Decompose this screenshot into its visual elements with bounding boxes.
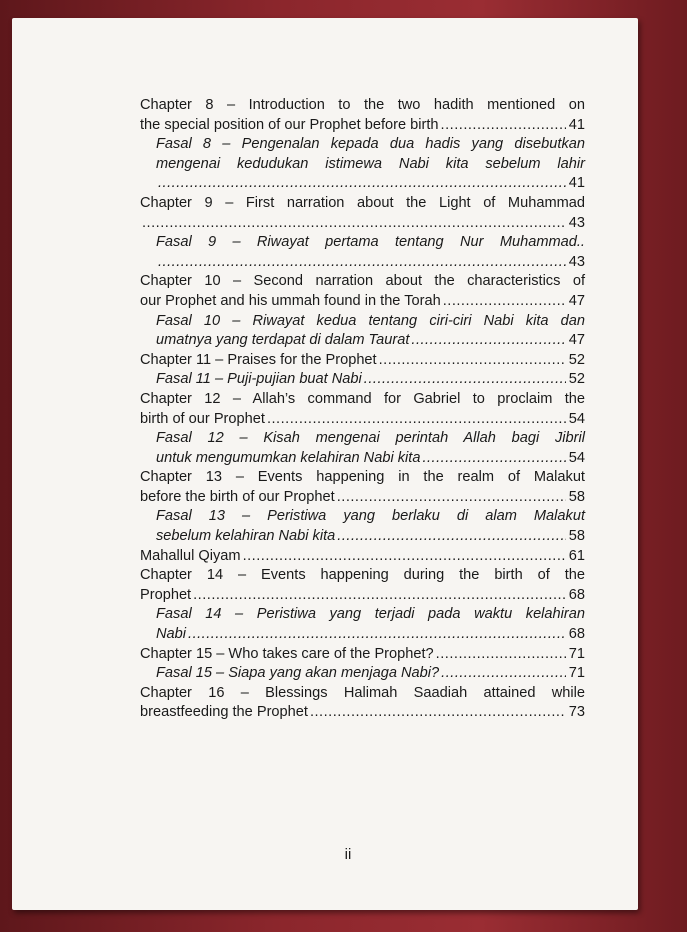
toc-page-number: 54 (568, 449, 585, 466)
dot-leader (379, 351, 566, 371)
toc-entry[interactable] (140, 507, 585, 546)
dot-leader (436, 645, 566, 665)
toc-entry-title: our Prophet and his ummah found in the Torah (140, 292, 441, 309)
toc-entry-title: the special position of our Prophet before birth (140, 116, 439, 133)
toc-entry[interactable] (140, 468, 585, 507)
toc-entry[interactable] (140, 233, 585, 272)
toc-entry-line: Chapter 9 – First narration about the Light of Muhammad (140, 194, 585, 211)
toc-entry-line: Chapter 16 – Blessings Halimah Saadiah attained while (140, 684, 585, 701)
dot-leader (158, 253, 566, 273)
dot-leader (158, 174, 566, 194)
toc-entry-line: Fasal 14 – Peristiwa yang terjadi pada waktu kelahiran (156, 606, 585, 623)
toc-page-number: 41 (568, 116, 585, 133)
toc-entry[interactable] (140, 96, 585, 135)
toc-entry-title: Prophet (140, 586, 192, 603)
toc-entry[interactable] (140, 370, 585, 390)
toc-page-number: 43 (568, 253, 585, 270)
toc-page-number: 71 (568, 665, 585, 682)
toc-entry[interactable] (140, 605, 585, 644)
toc-entry-title: Nabi (156, 626, 187, 643)
dot-leader (337, 527, 565, 547)
toc-entry[interactable] (140, 566, 585, 605)
toc-page-number: 43 (568, 214, 585, 231)
toc-entry-title: Fasal 15 – Siapa yang akan menjaga Nabi? (156, 665, 440, 682)
toc-entry[interactable] (140, 194, 585, 233)
table-of-contents (140, 96, 585, 723)
toc-entry[interactable] (140, 135, 585, 194)
toc-entry-title: before the birth of our Prophet (140, 488, 335, 505)
toc-entry[interactable] (140, 664, 585, 684)
toc-entry-line: Chapter 12 – Allah’s command for Gabriel to proclaim the (140, 390, 585, 407)
toc-page-number: 52 (568, 371, 585, 388)
toc-entry-line: Fasal 9 – Riwayat pertama tentang Nur Muhammad.. (156, 234, 585, 251)
toc-entry-title: birth of our Prophet (140, 410, 265, 427)
toc-entry-title: umatnya yang terdapat di dalam Taurat (156, 332, 410, 349)
toc-page-number: 47 (568, 332, 585, 349)
dot-leader (267, 410, 566, 430)
dot-leader (193, 586, 566, 606)
toc-entry-line: Chapter 8 – Introduction to the two hadith mentioned on (140, 97, 585, 113)
toc-entry-title: sebelum kelahiran Nabi kita (156, 528, 336, 545)
toc-entry-line: Fasal 8 – Pengenalan kepada dua hadis yang disebutkan (156, 136, 585, 153)
toc-page-number: 54 (568, 410, 585, 427)
toc-entry-title: Chapter 11 – Praises for the Prophet (140, 351, 377, 368)
toc-entry-title: Chapter 15 – Who takes care of the Prophet? (140, 645, 434, 662)
toc-entry[interactable] (140, 429, 585, 468)
dot-leader (411, 331, 565, 351)
toc-page-number: 58 (568, 528, 585, 545)
toc-page-number: 73 (568, 704, 585, 721)
toc-entry-line: Fasal 13 – Peristiwa yang berlaku di alam Malakut (156, 508, 585, 525)
page-number: ii (344, 846, 352, 863)
toc-entry-line: Chapter 10 – Second narration about the characteristics of (140, 273, 585, 290)
toc-page-number: 52 (568, 351, 585, 368)
toc-page-number: 58 (568, 488, 585, 505)
toc-entry[interactable] (140, 272, 585, 311)
toc-entry-line: Chapter 13 – Events happening in the realm of Malakut (140, 469, 585, 486)
toc-entry[interactable] (140, 684, 585, 723)
dot-leader (443, 292, 566, 312)
dot-leader (364, 370, 566, 390)
toc-page-number: 41 (568, 175, 585, 192)
dot-leader (422, 449, 565, 469)
toc-entry[interactable] (140, 547, 585, 567)
toc-entry-title: Mahallul Qiyam (140, 547, 241, 564)
dot-leader (243, 547, 566, 567)
toc-page-number: 68 (568, 586, 585, 603)
dot-leader (188, 625, 566, 645)
toc-page-number: 68 (568, 626, 585, 643)
toc-entry[interactable] (140, 312, 585, 351)
toc-entry-line: Fasal 10 – Riwayat kedua tentang ciri-ciri Nabi kita dan (156, 312, 585, 329)
dot-leader (142, 214, 566, 234)
dot-leader (441, 664, 566, 684)
toc-entry-line: mengenai kedudukan istimewa Nabi kita sebelum lahir (156, 155, 585, 172)
toc-entry-title: Fasal 11 – Puji-pujian buat Nabi (156, 371, 362, 388)
toc-entry-line: Chapter 14 – Events happening during the birth of the (140, 567, 585, 584)
toc-page-number: 47 (568, 292, 585, 309)
toc-entry-title: breastfeeding the Prophet (140, 704, 308, 721)
toc-entry[interactable] (140, 390, 585, 429)
toc-entry[interactable] (140, 645, 585, 665)
dot-leader (310, 703, 566, 723)
toc-page-number: 61 (568, 547, 585, 564)
dot-leader (337, 488, 566, 508)
dot-leader (441, 116, 566, 136)
toc-entry-line: Fasal 12 – Kisah mengenai perintah Allah bagi Jibril (156, 430, 585, 447)
toc-entry-title: untuk mengumumkan kelahiran Nabi kita (156, 449, 421, 466)
toc-entry[interactable] (140, 351, 585, 371)
toc-page-number: 71 (568, 645, 585, 662)
